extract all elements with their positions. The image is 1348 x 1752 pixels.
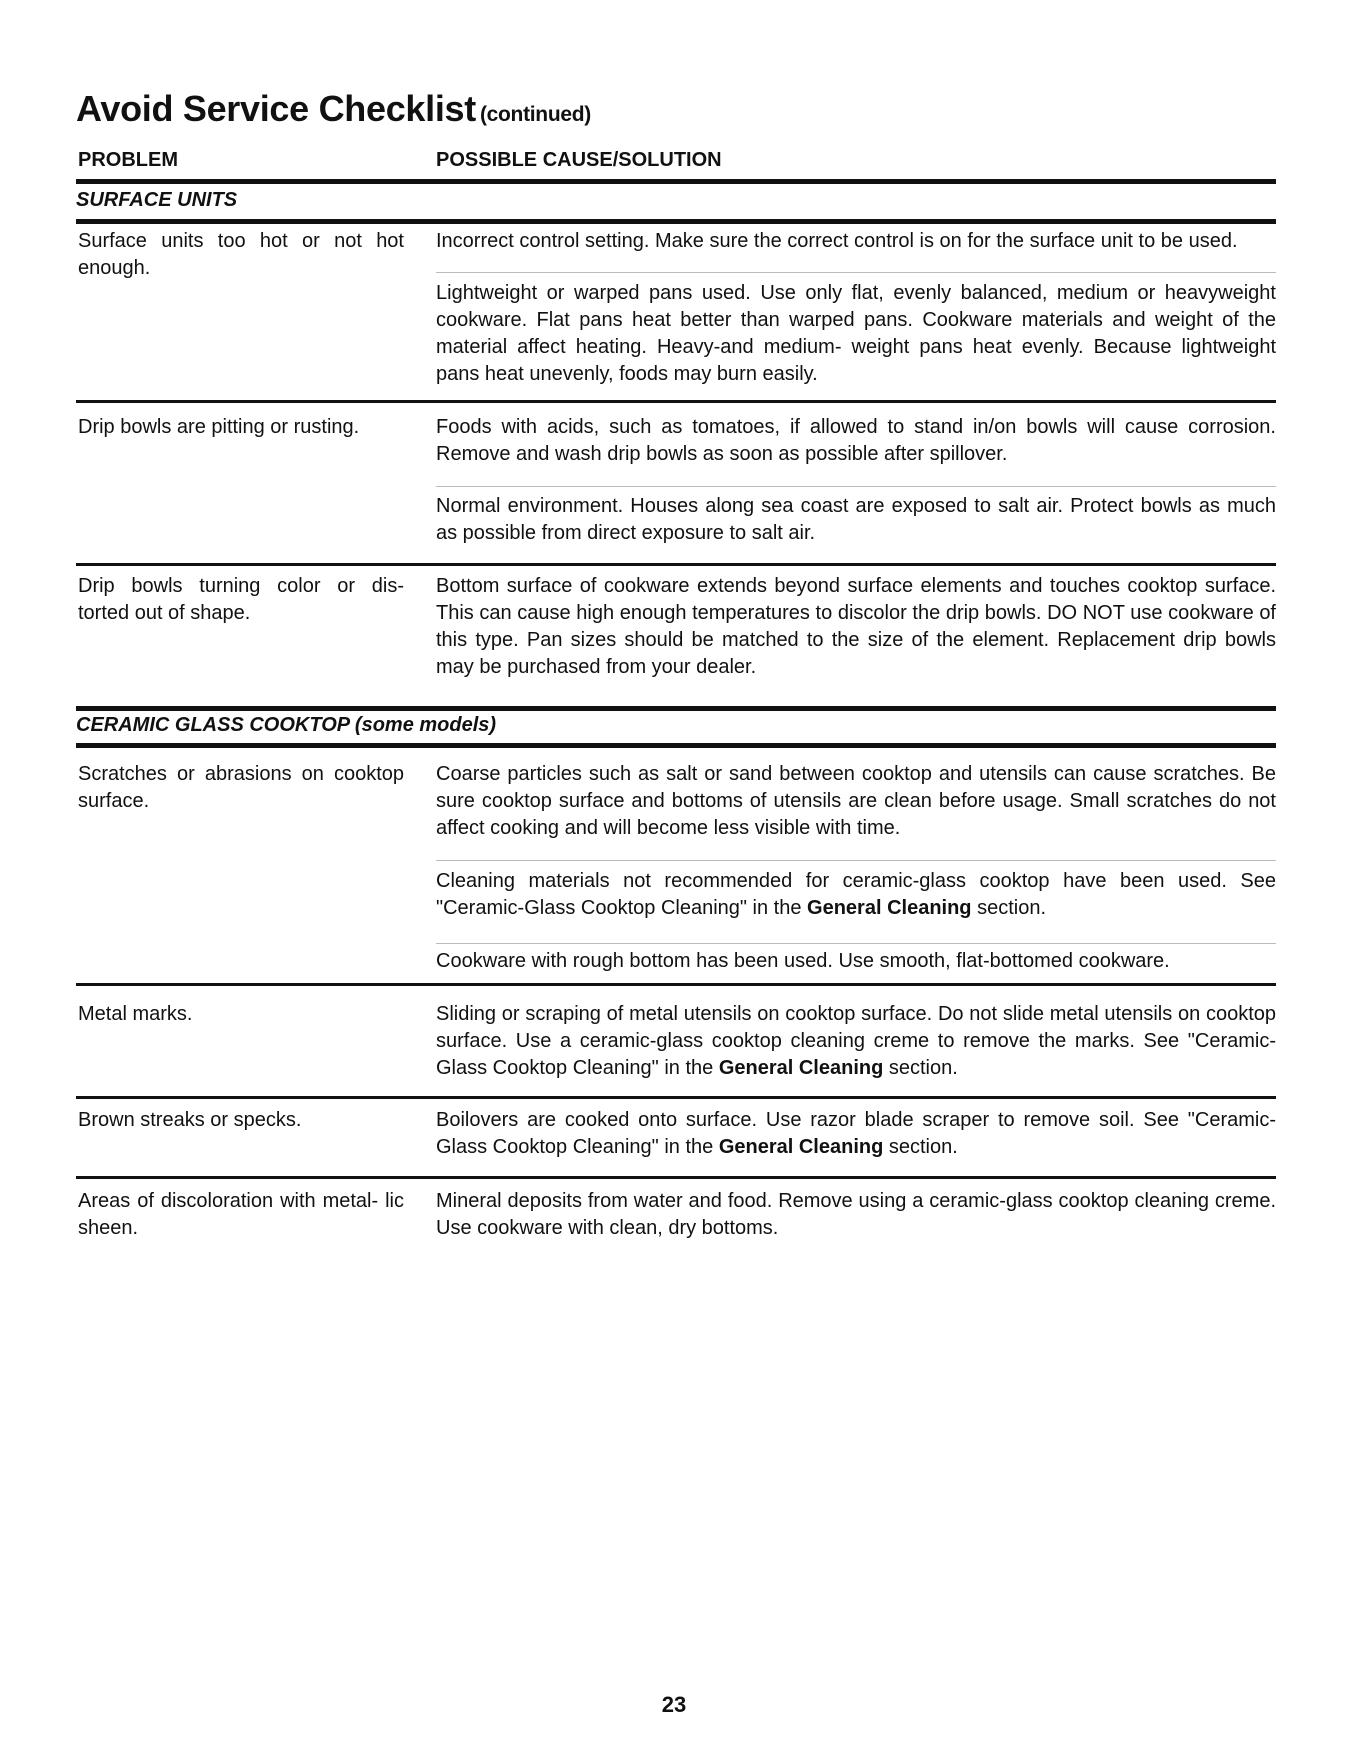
- solution-divider: [436, 272, 1276, 273]
- solution-divider: [436, 943, 1276, 944]
- solution-divider: [436, 860, 1276, 861]
- page-title: [76, 88, 591, 130]
- problem-cell: Areas of discoloration with metal- lic sheen.: [78, 1190, 404, 1239]
- row-rule: [76, 1176, 1276, 1179]
- solution-cell: Cookware with rough bottom has been used. Use smooth, flat-bottomed cookware.: [436, 950, 1170, 972]
- problem-cell: Drip bowls are pitting or rusting.: [78, 416, 360, 438]
- solution-cell: Incorrect control setting. Make sure the correct control is on for the surface unit to be used.: [436, 230, 1238, 252]
- section-heading-ceramic-glass: CERAMIC GLASS COOKTOP (some models): [76, 714, 497, 736]
- solution-cell: Mineral deposits from water and food. Remove using a ceramic-glass cooktop cleaning creme. Use cookware with clean, dry bottoms.: [436, 1190, 1276, 1239]
- problem-cell: Metal marks.: [78, 1003, 193, 1025]
- solution-cell: Sliding or scraping of metal utensils on cooktop surface. Do not slide metal utensils on cooktop surface. Use a ceramic-glass cooktop cleaning creme to remove the marks. See "Ceramic-Glass Cooktop Cleaning" in the General Cleaning section.: [436, 1003, 1276, 1079]
- row-rule: [76, 400, 1276, 403]
- section-heading-surface-units: SURFACE UNITS: [76, 189, 238, 211]
- problem-cell: Scratches or abrasions on cooktop surface.: [78, 763, 404, 812]
- problem-cell: Brown streaks or specks.: [78, 1109, 302, 1131]
- solution-cell: Foods with acids, such as tomatoes, if allowed to stand in/on bowls will cause corrosion. Remove and wash drip bowls as soon as possible after spillover.: [436, 416, 1276, 465]
- solution-cell: Normal environment. Houses along sea coast are exposed to salt air. Protect bowls as much as possible from direct exposure to salt air.: [436, 495, 1276, 544]
- title-text: Avoid Service Checklist: [76, 88, 476, 129]
- solution-divider: [436, 486, 1276, 487]
- section-rule: [76, 743, 1276, 748]
- row-rule: [76, 563, 1276, 566]
- header-rule: [76, 179, 1276, 184]
- column-header-solution: POSSIBLE CAUSE/SOLUTION: [436, 149, 722, 171]
- title-suffix: (continued): [479, 103, 591, 126]
- page-number: 23: [661, 1692, 687, 1717]
- row-rule: [76, 983, 1276, 986]
- problem-cell: Drip bowls turning color or dis- torted out of shape.: [78, 575, 404, 624]
- solution-cell: Coarse particles such as salt or sand between cooktop and utensils can cause scratches. Be sure cooktop surface and bottoms of utensils are clean before usage. Small scratches do not affect cooking and will become less visible with time.: [436, 763, 1276, 839]
- solution-cell: Bottom surface of cookware extends beyond surface elements and touches cooktop surface. This can cause high enough temperatures to discolor the drip bowls. DO NOT use cookware of this type. Pan sizes should be matched to the size of the element. Replacement drip bowls may be purchased from your dealer.: [436, 575, 1276, 678]
- solution-cell: Lightweight or warped pans used. Use only flat, evenly balanced, medium or heavyweight cookware. Flat pans heat better than warped pans. Cookware materials and weight of the material affect heating. Heavy-and medium- weight pans heat evenly. Because lightweight pans heat unevenly, foods may burn easily.: [436, 282, 1276, 385]
- solution-cell: Boilovers are cooked onto surface. Use razor blade scraper to remove soil. See "Ceramic-Glass Cooktop Cleaning" in the General Cleaning section.: [436, 1109, 1276, 1158]
- solution-cell: Cleaning materials not recommended for ceramic-glass cooktop have been used. See "Ceramic-Glass Cooktop Cleaning" in the General Cleaning section.: [436, 870, 1276, 919]
- section-rule: [76, 706, 1276, 711]
- row-rule: [76, 1096, 1276, 1099]
- problem-cell: Surface units too hot or not hot enough.: [78, 230, 404, 279]
- section-rule: [76, 219, 1276, 224]
- column-header-problem: PROBLEM: [78, 149, 178, 171]
